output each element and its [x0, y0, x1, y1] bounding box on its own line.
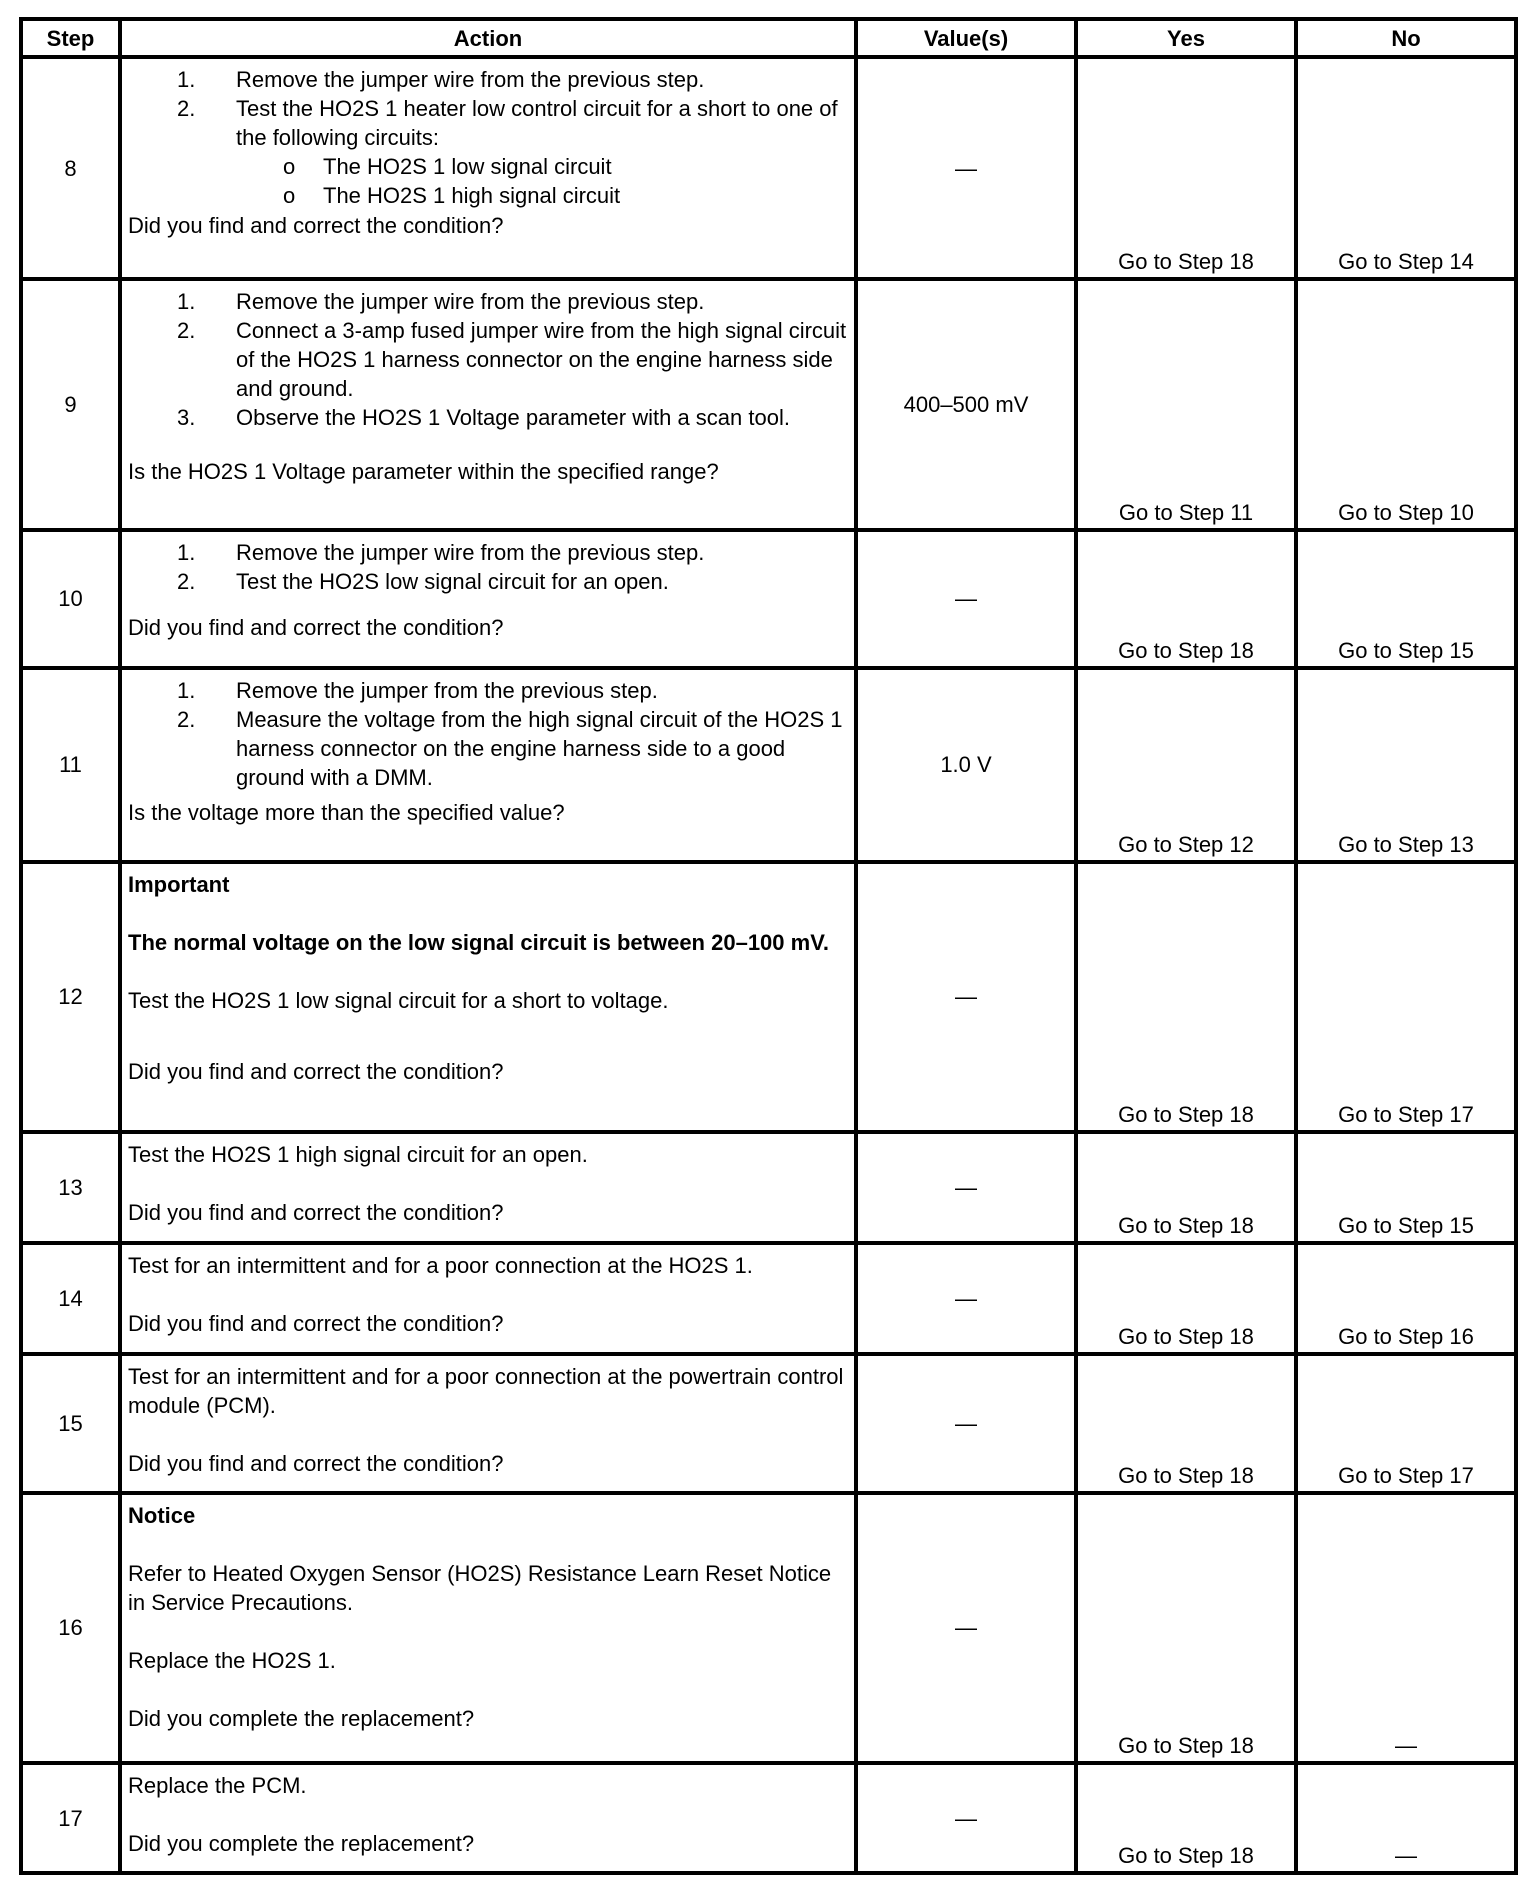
step-number: 11 [21, 668, 120, 862]
value-cell: — [856, 1763, 1076, 1873]
action-cell [120, 1763, 856, 1873]
no-cell: Go to Step 10 [1296, 279, 1516, 529]
action-step-item [128, 316, 848, 403]
no-cell: Go to Step 14 [1296, 57, 1516, 279]
sub-list-item [128, 152, 848, 181]
yes-cell: Go to Step 18 [1076, 1132, 1296, 1243]
action-question: Did you find and correct the condition? [128, 1058, 504, 1084]
action-steps-list [128, 538, 848, 596]
value-cell: — [856, 530, 1076, 668]
action-step-number: 1. [177, 677, 196, 703]
action-cell [120, 1493, 856, 1764]
action-step-item [128, 567, 848, 596]
yes-cell: Go to Step 18 [1076, 530, 1296, 668]
table-body [21, 57, 1516, 1873]
action-step-number: 2. [177, 568, 196, 594]
action-question: Did you find and correct the condition? [128, 1311, 504, 1337]
action-question: Is the voltage more than the specified value? [128, 799, 565, 825]
header-value: Value(s) [856, 19, 1076, 57]
action-steps-list [128, 676, 848, 792]
step-number: 8 [21, 57, 120, 279]
action-step-number: 3. [177, 405, 196, 431]
value-cell: 1.0 V [856, 668, 1076, 862]
no-cell: — [1296, 1763, 1516, 1873]
value-cell: — [856, 1243, 1076, 1354]
action-step-text: Connect a 3-amp fused jumper wire from the high signal circuit of the HO2S 1 harness connector on the engine harness side and ground. [236, 318, 847, 402]
action-step-text: Test the HO2S 1 heater low control circuit for a short to one of the following circuits: [236, 96, 838, 150]
action-step-text: Measure the voltage from the high signal circuit of the HO2S 1 harness connector on the engine harness side to a good ground with a DMM. [236, 706, 843, 790]
action-text: Replace the HO2S 1. [128, 1647, 336, 1673]
action-question: Did you find and correct the condition? [128, 1451, 504, 1477]
yes-cell: Go to Step 18 [1076, 1493, 1296, 1764]
bullet-icon: o [283, 183, 296, 208]
no-cell: Go to Step 15 [1296, 1132, 1516, 1243]
table-row [21, 279, 1516, 529]
action-text: Test the HO2S 1 low signal circuit for a short to voltage. [128, 987, 669, 1013]
action-heading: The normal voltage on the low signal circuit is between 20–100 mV. [128, 929, 829, 955]
step-number: 9 [21, 279, 120, 529]
action-question: Did you find and correct the condition? [128, 614, 504, 640]
yes-cell: Go to Step 18 [1076, 862, 1296, 1133]
action-text: Refer to Heated Oxygen Sensor (HO2S) Resistance Learn Reset Notice in Service Precautions. [128, 1560, 832, 1615]
table-row [21, 668, 1516, 862]
action-heading: Notice [128, 1502, 196, 1528]
table-row [21, 1132, 1516, 1243]
yes-cell: Go to Step 11 [1076, 279, 1296, 529]
no-cell: Go to Step 16 [1296, 1243, 1516, 1354]
action-step-number: 2. [177, 318, 196, 344]
yes-cell: Go to Step 18 [1076, 1243, 1296, 1354]
value-cell: — [856, 862, 1076, 1133]
header-action: Action [120, 19, 856, 57]
step-number: 15 [21, 1354, 120, 1492]
action-cell [120, 668, 856, 862]
yes-cell: Go to Step 12 [1076, 668, 1296, 862]
action-text: Test for an intermittent and for a poor connection at the HO2S 1. [128, 1253, 753, 1279]
bullet-icon: o [283, 154, 296, 179]
action-step-number: 2. [177, 96, 196, 121]
action-question: Did you find and correct the condition? [128, 1200, 504, 1226]
step-number: 10 [21, 530, 120, 668]
action-cell [120, 862, 856, 1133]
table-row [21, 1493, 1516, 1764]
action-step-number: 2. [177, 706, 196, 732]
yes-cell: Go to Step 18 [1076, 1763, 1296, 1873]
step-number: 13 [21, 1132, 120, 1243]
action-step-item [128, 287, 848, 316]
table-row [21, 1763, 1516, 1873]
action-question: Did you complete the replacement? [128, 1831, 475, 1857]
action-step-item [128, 538, 848, 567]
action-step-number: 1. [177, 539, 196, 565]
sub-list-text: The HO2S 1 low signal circuit [323, 154, 612, 179]
value-cell: — [856, 1354, 1076, 1492]
step-number: 17 [21, 1763, 120, 1873]
action-step-item [128, 94, 848, 152]
value-cell: — [856, 57, 1076, 279]
action-cell [120, 1354, 856, 1492]
table-row [21, 1354, 1516, 1492]
action-cell [120, 57, 856, 279]
no-cell: Go to Step 15 [1296, 530, 1516, 668]
header-step: Step [21, 19, 120, 57]
sub-list-item [128, 181, 848, 210]
value-cell: — [856, 1132, 1076, 1243]
step-number: 12 [21, 862, 120, 1133]
no-cell: Go to Step 17 [1296, 862, 1516, 1133]
no-cell: Go to Step 13 [1296, 668, 1516, 862]
action-steps-list [128, 65, 848, 210]
table-row [21, 57, 1516, 279]
action-step-item [128, 676, 848, 705]
sub-list-text: The HO2S 1 high signal circuit [323, 183, 621, 208]
action-heading: Important [128, 871, 230, 897]
action-step-item [128, 403, 848, 432]
action-question: Is the HO2S 1 Voltage parameter within the specified range? [128, 459, 719, 485]
yes-cell: Go to Step 18 [1076, 1354, 1296, 1492]
action-question: Did you complete the replacement? [128, 1705, 475, 1731]
action-question: Did you find and correct the condition? [128, 213, 504, 238]
action-step-text: Remove the jumper from the previous step. [236, 677, 658, 703]
action-step-text: Observe the HO2S 1 Voltage parameter with a scan tool. [236, 405, 790, 431]
action-step-number: 1. [177, 67, 196, 92]
action-step-number: 1. [177, 289, 196, 315]
value-cell: — [856, 1493, 1076, 1764]
action-step-item [128, 65, 848, 94]
header-no: No [1296, 19, 1516, 57]
table-row [21, 862, 1516, 1133]
table-row [21, 530, 1516, 668]
action-step-text: Test the HO2S low signal circuit for an open. [236, 568, 669, 594]
action-step-text: Remove the jumper wire from the previous step. [236, 539, 705, 565]
action-step-text: Remove the jumper wire from the previous step. [236, 289, 705, 315]
action-step-item [128, 705, 848, 792]
value-cell: 400–500 mV [856, 279, 1076, 529]
header-yes: Yes [1076, 19, 1296, 57]
action-step-text: Remove the jumper wire from the previous step. [236, 67, 705, 92]
action-cell [120, 1132, 856, 1243]
action-cell [120, 1243, 856, 1354]
action-cell [120, 530, 856, 668]
diagnostic-table [19, 17, 1518, 1875]
action-text: Test the HO2S 1 high signal circuit for an open. [128, 1142, 588, 1168]
header-row [21, 19, 1516, 57]
action-cell [120, 279, 856, 529]
no-cell: Go to Step 17 [1296, 1354, 1516, 1492]
step-number: 16 [21, 1493, 120, 1764]
action-text: Test for an intermittent and for a poor connection at the powertrain control module (PCM). [128, 1364, 844, 1419]
table-row [21, 1243, 1516, 1354]
no-cell: — [1296, 1493, 1516, 1764]
action-text: Replace the PCM. [128, 1773, 307, 1799]
step-number: 14 [21, 1243, 120, 1354]
yes-cell: Go to Step 18 [1076, 57, 1296, 279]
action-steps-list [128, 287, 848, 432]
